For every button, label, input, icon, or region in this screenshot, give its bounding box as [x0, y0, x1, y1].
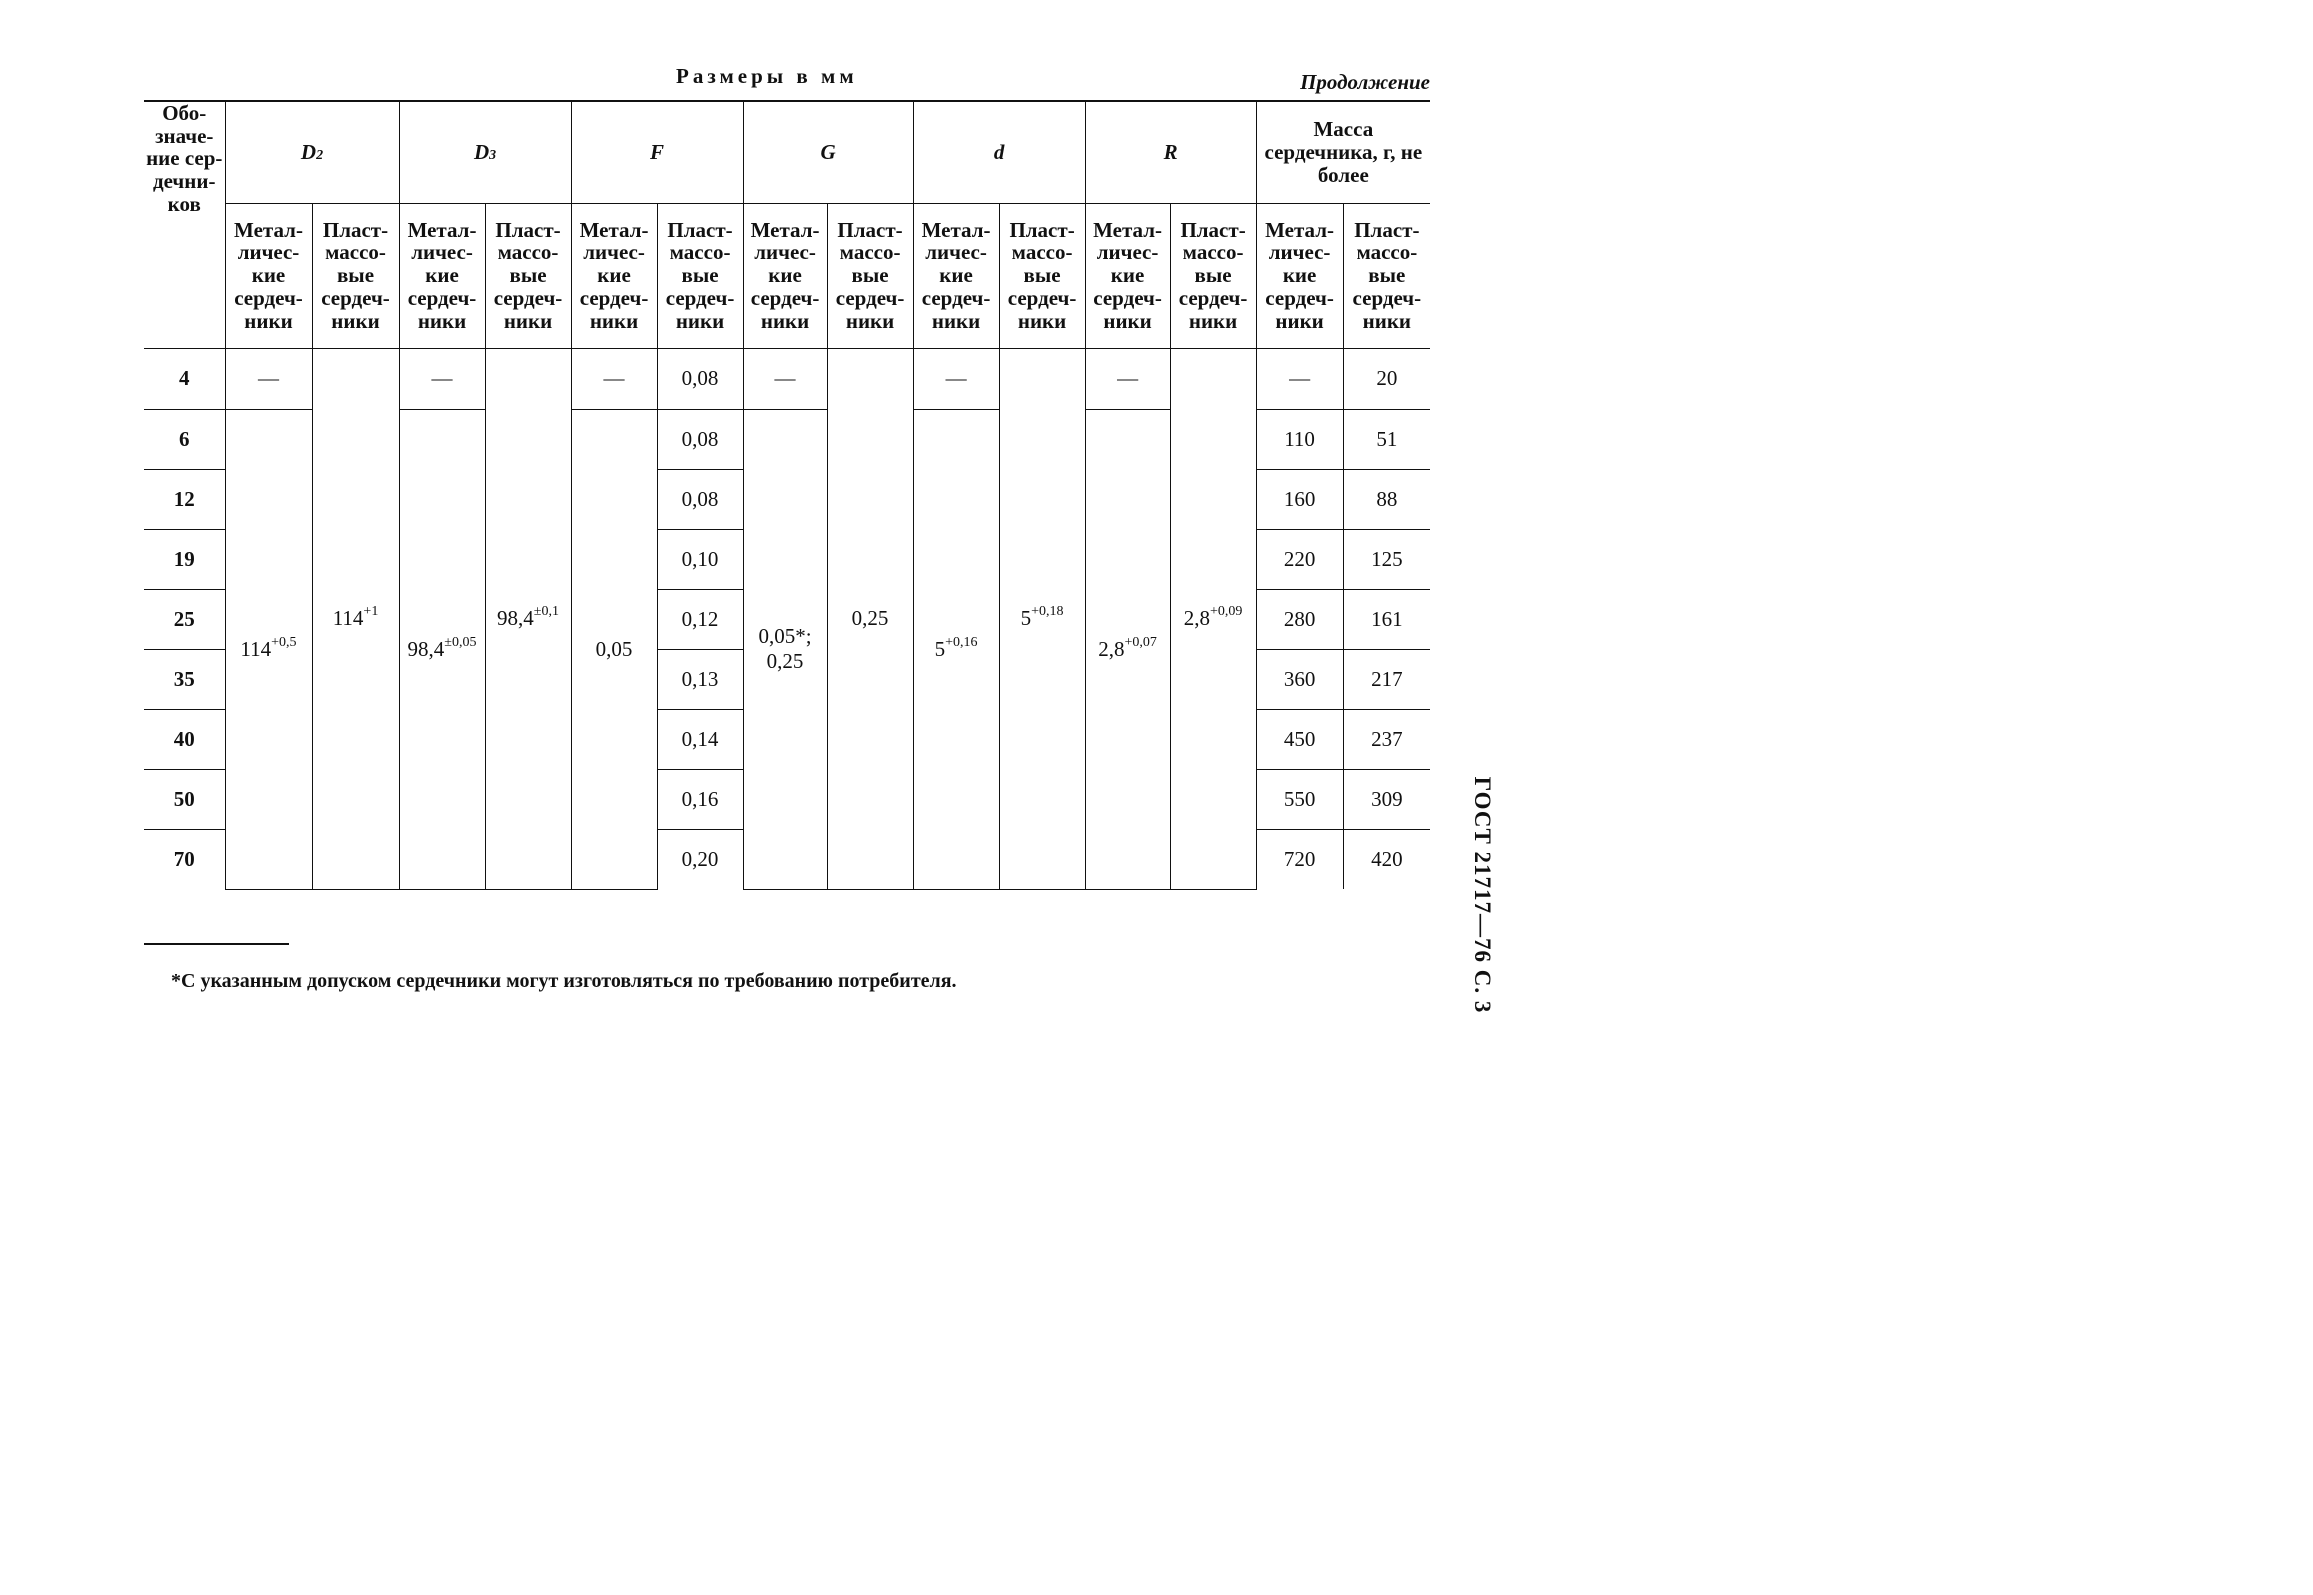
f-plastic-cell: 0,08: [657, 348, 743, 409]
header-d: d: [913, 101, 1085, 203]
g-metal-cell: —: [743, 348, 827, 409]
r-metal-cell: [1085, 409, 1170, 889]
d-metal-cell: —: [913, 348, 999, 409]
subheader-plastic: Пласт- массо- вые сердеч- ники: [999, 203, 1085, 348]
header-d2-letter: D: [300, 139, 317, 164]
subheader-metal: Метал- личес- кие сердеч- ники: [225, 203, 312, 348]
footnote-divider: [144, 943, 289, 945]
d3-plastic-base: 98,4: [497, 606, 534, 630]
r-plastic-cell: [1170, 348, 1256, 889]
subheader-plastic: Пласт- массо- вые сердеч- ники: [312, 203, 399, 348]
header-d2: [225, 101, 399, 203]
f-plastic-cell: 0,12: [657, 589, 743, 649]
r-metal-base: 2,8: [1098, 636, 1125, 661]
mass-metal-cell: —: [1256, 348, 1343, 409]
d3-metal-cell: [399, 409, 485, 889]
d2-plastic-cell: [312, 348, 399, 889]
designation-cell: 19: [144, 529, 225, 589]
subheader-plastic: Пласт- массо- вые сердеч- ники: [657, 203, 743, 348]
subheader-metal: Метал- личес- кие сердеч- ники: [913, 203, 999, 348]
header-d3-sub: 3: [489, 147, 497, 163]
f-plastic-cell: 0,10: [657, 529, 743, 589]
mass-plastic-cell: 217: [1343, 649, 1430, 709]
d-plastic-cell: [999, 348, 1085, 889]
designation-cell: 6: [144, 409, 225, 469]
mass-metal-cell: 450: [1256, 709, 1343, 769]
d-metal-base: 5: [934, 636, 946, 661]
designation-cell: 70: [144, 829, 225, 889]
g-metal-cell: [743, 409, 827, 889]
mass-plastic-cell: 161: [1343, 589, 1430, 649]
g-metal-value: 0,05*;: [758, 624, 812, 648]
designation-cell: 40: [144, 709, 225, 769]
page-heading: Размеры в мм: [676, 64, 858, 88]
d3-metal-base: 98,4: [407, 636, 445, 661]
d-plastic-base: 5: [1020, 606, 1032, 630]
r-metal-tol: +0,07: [1124, 634, 1157, 650]
mass-header: Масса сердечника, г, не более: [1256, 101, 1430, 203]
designation-cell: 50: [144, 769, 225, 829]
header-g: G: [743, 101, 913, 203]
subheader-metal: Метал- личес- кие сердеч- ники: [1256, 203, 1343, 348]
g-plastic-cell: 0,25: [827, 348, 913, 889]
subheader-plastic: Пласт- массо- вые сердеч- ники: [1170, 203, 1256, 348]
mass-metal-cell: 720: [1256, 829, 1343, 889]
subheader-plastic: Пласт- массо- вые сердеч- ники: [827, 203, 913, 348]
d2-metal-tol: +0,5: [271, 634, 297, 650]
r-plastic-tol: +0,09: [1209, 604, 1243, 619]
f-plastic-cell: 0,16: [657, 769, 743, 829]
subheader-metal: Метал- личес- кие сердеч- ники: [743, 203, 827, 348]
mass-plastic-cell: 20: [1343, 348, 1430, 409]
mass-metal-cell: 360: [1256, 649, 1343, 709]
d3-plastic-tol: ±0,1: [533, 604, 559, 619]
header-f: F: [571, 101, 743, 203]
subheader-metal: Метал- личес- кие сердеч- ники: [1085, 203, 1170, 348]
d-plastic-tol: +0,18: [1031, 604, 1064, 619]
f-plastic-cell: 0,13: [657, 649, 743, 709]
mass-plastic-cell: 51: [1343, 409, 1430, 469]
header-d3: [399, 101, 571, 203]
d2-plastic-base: 114: [332, 606, 364, 630]
mass-metal-cell: 110: [1256, 409, 1343, 469]
mass-metal-cell: 550: [1256, 769, 1343, 829]
r-metal-cell: —: [1085, 348, 1170, 409]
mass-plastic-cell: 237: [1343, 709, 1430, 769]
d2-plastic-tol: +1: [363, 604, 379, 619]
designation-cell: 35: [144, 649, 225, 709]
f-metal-cell: 0,05: [571, 409, 657, 889]
dimensions-table: [144, 100, 1430, 890]
mass-metal-cell: 280: [1256, 589, 1343, 649]
d2-metal-cell: [225, 409, 312, 889]
subheader-metal: Метал- личес- кие сердеч- ники: [399, 203, 485, 348]
mass-plastic-cell: 88: [1343, 469, 1430, 529]
designation-cell: 4: [144, 348, 225, 409]
mass-metal-cell: 160: [1256, 469, 1343, 529]
footnote: *С указанным допуском сердечники могут изготовляться по требованию потребителя.: [171, 970, 957, 992]
subheader-plastic: Пласт- массо- вые сердеч- ники: [485, 203, 571, 348]
mass-plastic-cell: 309: [1343, 769, 1430, 829]
f-plastic-cell: 0,08: [657, 469, 743, 529]
mass-plastic-cell: 125: [1343, 529, 1430, 589]
mass-plastic-cell: 420: [1343, 829, 1430, 889]
f-plastic-cell: 0,08: [657, 409, 743, 469]
d3-metal-cell: —: [399, 348, 485, 409]
designation-cell: 25: [144, 589, 225, 649]
subheader-metal: Метал- личес- кие сердеч- ники: [571, 203, 657, 348]
d2-metal-cell: —: [225, 348, 312, 409]
header-d2-sub: 2: [316, 147, 324, 163]
d-metal-cell: [913, 409, 999, 889]
continuation-label: Продолжение: [1300, 70, 1430, 94]
designation-header: Обо- значе- ние сер- дечни- ков: [144, 101, 225, 348]
subheader-plastic: Пласт- массо- вые сердеч- ники: [1343, 203, 1430, 348]
r-plastic-base: 2,8: [1183, 606, 1210, 630]
designation-cell: 12: [144, 469, 225, 529]
standard-page-label: ГОСТ 21717—76 С. 3: [1470, 776, 1495, 1014]
g-metal-alt-value: 0,25: [766, 649, 804, 673]
d-metal-tol: +0,16: [945, 634, 978, 650]
f-metal-cell: —: [571, 348, 657, 409]
d3-metal-tol: ±0,05: [444, 634, 477, 650]
f-plastic-cell: 0,14: [657, 709, 743, 769]
d3-plastic-cell: [485, 348, 571, 889]
header-r: R: [1085, 101, 1256, 203]
header-d3-letter: D: [473, 139, 490, 164]
f-plastic-cell: 0,20: [657, 829, 743, 889]
mass-metal-cell: 220: [1256, 529, 1343, 589]
d2-metal-base: 114: [240, 636, 272, 661]
